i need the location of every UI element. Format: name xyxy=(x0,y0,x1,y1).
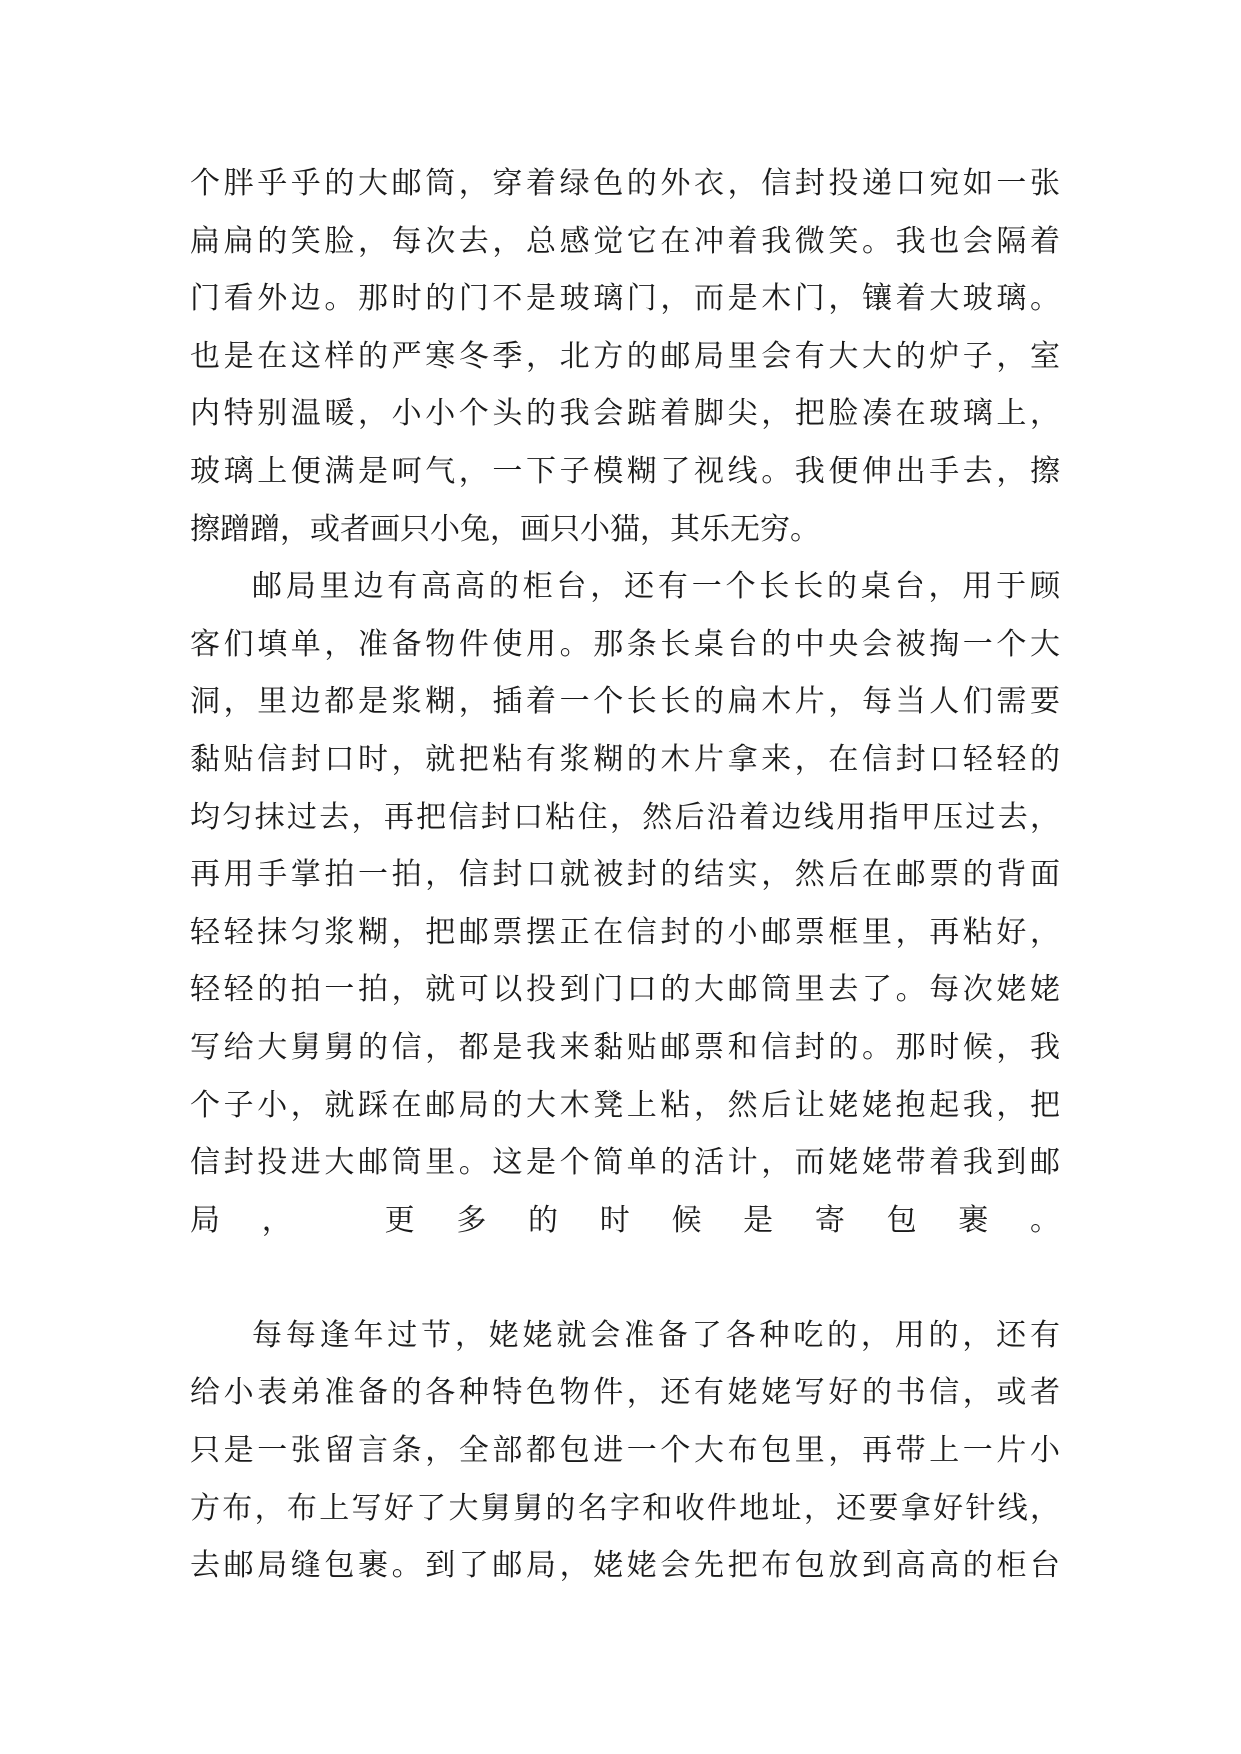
text-line: 信封投进大邮筒里。这是个简单的活计，而姥姥带着我到邮 xyxy=(190,1145,1060,1181)
text-line: 扁扁的笑脸，每次去，总感觉它在冲着我微笑。我也会隔着 xyxy=(190,223,1060,259)
paragraph-3 xyxy=(190,1307,1060,1595)
text-line: 邮局里边有高高的柜台，还有一个长长的桌台，用于顾 xyxy=(252,569,1060,605)
text-line: 洞，里边都是浆糊，插着一个长长的扁木片，每当人们需要 xyxy=(190,684,1060,720)
text-line: 个胖乎乎的大邮筒，穿着绿色的外衣，信封投递口宛如一张 xyxy=(190,166,1060,201)
text-line: 擦蹭蹭，或者画只小兔，画只小猫，其乐无穷。 xyxy=(190,511,820,547)
text-line: 玻璃上便满是呵气，一下子模糊了视线。我便伸出手去，擦 xyxy=(190,453,1060,489)
text-line: 个子小，就踩在邮局的大木凳上粘，然后让姥姥抱起我，把 xyxy=(190,1087,1060,1123)
text-line: 也是在这样的严寒冬季，北方的邮局里会有大大的炉子，室 xyxy=(190,338,1060,374)
paragraph-1 xyxy=(190,155,1060,558)
document-page xyxy=(190,155,1060,1595)
text-line: 给小表弟准备的各种特色物件，还有姥姥写好的书信，或者 xyxy=(190,1375,1060,1411)
text-line: 每每逢年过节，姥姥就会准备了各种吃的，用的，还有 xyxy=(252,1317,1060,1353)
text-line xyxy=(190,1249,1060,1307)
text-line: 客们填单，准备物件使用。那条长桌台的中央会被掏一个大 xyxy=(190,626,1060,662)
text-line: 写给大舅舅的信，都是我来黏贴邮票和信封的。那时候，我 xyxy=(190,1029,1060,1065)
text-line: 门看外边。那时的门不是玻璃门，而是木门，镶着大玻璃。 xyxy=(190,281,1060,317)
text-line: 均匀抹过去，再把信封口粘住，然后沿着边线用指甲压过去， xyxy=(190,799,1060,835)
text-line: 只是一张留言条，全部都包进一个大布包里，再带上一片小 xyxy=(190,1433,1060,1469)
text-line: 方布，布上写好了大舅舅的名字和收件地址，还要拿好针线， xyxy=(190,1490,1060,1526)
text-line: 去邮局缝包裹。到了邮局，姥姥会先把布包放到高高的柜台 xyxy=(190,1548,1060,1584)
text-line: 局， 更多的时候是寄包裹。 xyxy=(190,1202,1060,1238)
text-line: 再用手掌拍一拍，信封口就被封的结实，然后在邮票的背面 xyxy=(190,857,1060,893)
text-line: 轻轻抹匀浆糊，把邮票摆正在信封的小邮票框里，再粘好， xyxy=(190,914,1060,950)
paragraph-2 xyxy=(190,558,1060,1307)
text-line: 内特别温暖，小小个头的我会踮着脚尖，把脸凑在玻璃上， xyxy=(190,396,1060,432)
text-line: 黏贴信封口时，就把粘有浆糊的木片拿来，在信封口轻轻的 xyxy=(190,741,1060,777)
text-line: 轻轻的拍一拍，就可以投到门口的大邮筒里去了。每次姥姥 xyxy=(190,972,1060,1008)
